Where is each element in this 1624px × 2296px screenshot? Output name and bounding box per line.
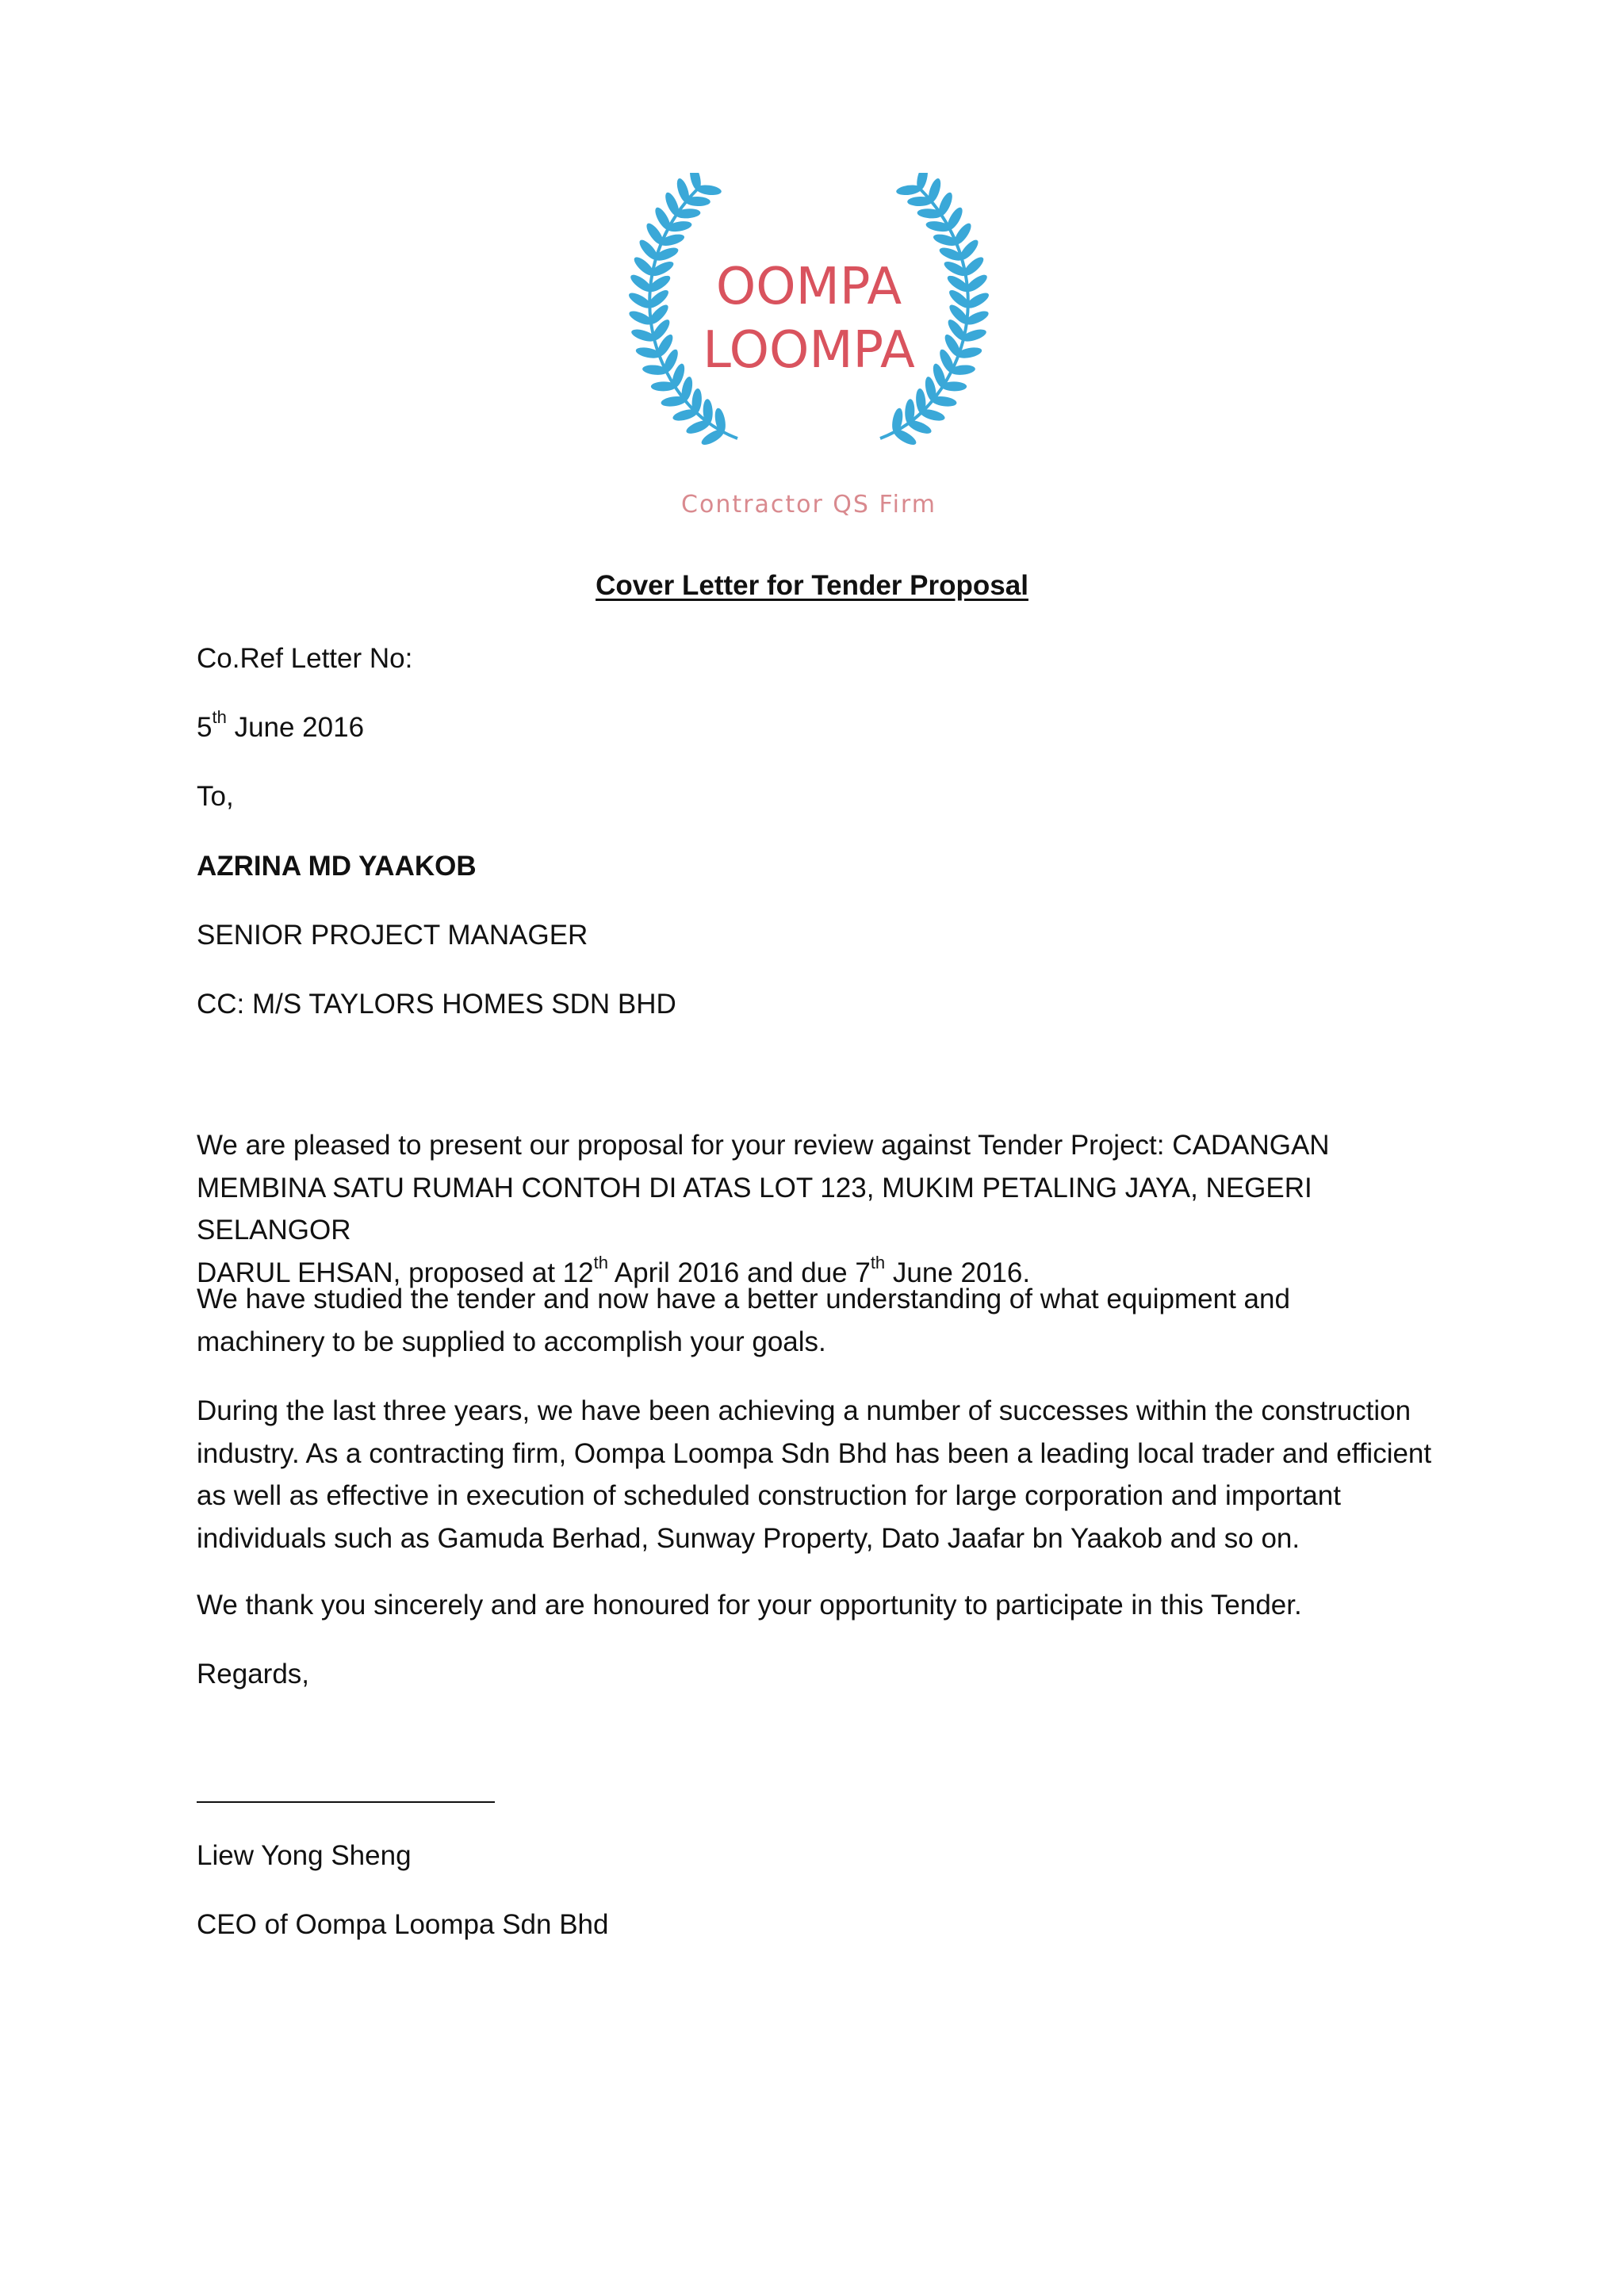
recipient-name: AZRINA MD YAAKOB bbox=[197, 851, 477, 882]
cc-line: CC: M/S TAYLORS HOMES SDN BHD bbox=[197, 989, 676, 1020]
laurel-wreath-logo bbox=[619, 173, 999, 538]
salutation: To, bbox=[197, 781, 234, 812]
letter-date: 5th June 2016 bbox=[197, 707, 365, 743]
logo-text-line2: LOOMPA bbox=[703, 321, 915, 380]
paragraph-experience: During the last three years, we have been achieving a number of successes within the construction industry. As a contracting firm, Oompa Loompa Sdn Bhd has been a leading local trader and efficient as well as effective in execution of scheduled construction for large corporation and important individuals such as Gamuda Berhad, Sunway Property, Dato Jaafar bn Yaakob and so on. bbox=[197, 1395, 1432, 1554]
recipient-title: SENIOR PROJECT MANAGER bbox=[197, 920, 588, 951]
signatory-name: Liew Yong Sheng bbox=[197, 1840, 412, 1871]
reference-number-label: Co.Ref Letter No: bbox=[197, 643, 413, 674]
signature-line bbox=[197, 1801, 495, 1803]
laurel-leaf bbox=[685, 197, 710, 207]
letter-title: Cover Letter for Tender Proposal bbox=[596, 570, 1028, 601]
closing: Regards, bbox=[197, 1659, 310, 1689]
laurel-leaf bbox=[713, 408, 727, 434]
laurel-leaf bbox=[891, 408, 905, 434]
paragraph-thanks: We thank you sincerely and are honoured for your opportunity to participate in this Tender. bbox=[197, 1590, 1302, 1621]
company-logo bbox=[619, 173, 999, 538]
laurel-leaf bbox=[659, 232, 686, 248]
signatory-title: CEO of Oompa Loompa Sdn Bhd bbox=[197, 1909, 609, 1940]
laurel-leaf bbox=[932, 232, 959, 248]
paragraph-study: We have studied the tender and now have a better understanding of what equipment and machinery to be supplied to accomplish your goals. bbox=[197, 1284, 1290, 1357]
paragraph-proposal: We are pleased to present our proposal for your review against Tender Project: CADANGAN MEMBINA SATU RUMAH CONTOH DI ATAS LOT 123, MUKIM PETALING JAYA, NEGERI SELANGOR DARUL EHSAN, proposed at 12th April 2016 and due 7th June 2016. bbox=[197, 1130, 1330, 1288]
logo-tagline: Contractor QS Firm bbox=[681, 491, 936, 519]
laurel-leaf bbox=[907, 197, 933, 207]
laurel-leaf bbox=[666, 220, 693, 233]
logo-text-line1: OOMPA bbox=[715, 258, 902, 316]
laurel-leaf bbox=[925, 220, 952, 233]
